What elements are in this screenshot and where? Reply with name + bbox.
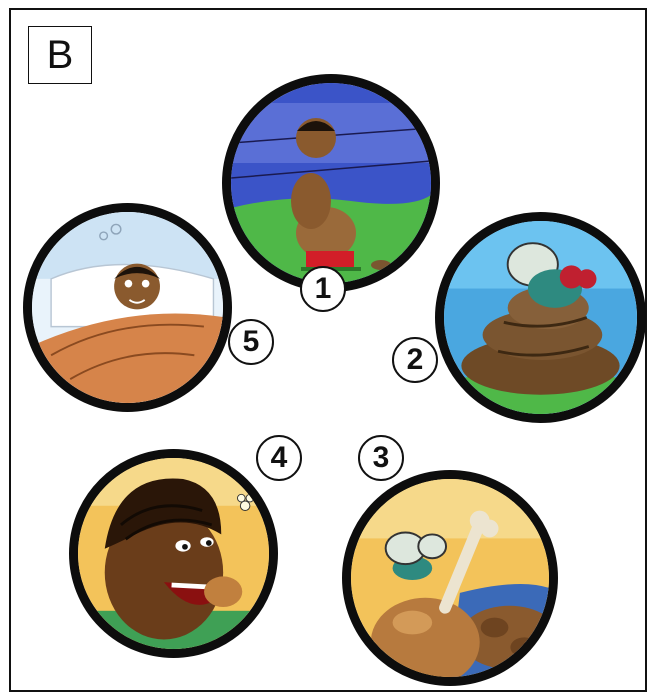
scene-2-fly-on-feces — [435, 212, 646, 423]
diagram-frame — [9, 8, 647, 692]
step-number-5: 5 — [228, 319, 274, 365]
step-number-4: 4 — [256, 435, 302, 481]
step-number-1: 1 — [300, 266, 346, 312]
scene-1-open-defecation — [222, 74, 440, 292]
panel-label: B — [28, 26, 92, 84]
scene-3-fly-on-food — [342, 470, 558, 686]
step-number-2: 2 — [392, 337, 438, 383]
scene-4-eating-contaminated-food — [69, 449, 278, 658]
step-number-3: 3 — [358, 435, 404, 481]
scene-5-illness — [23, 203, 232, 412]
